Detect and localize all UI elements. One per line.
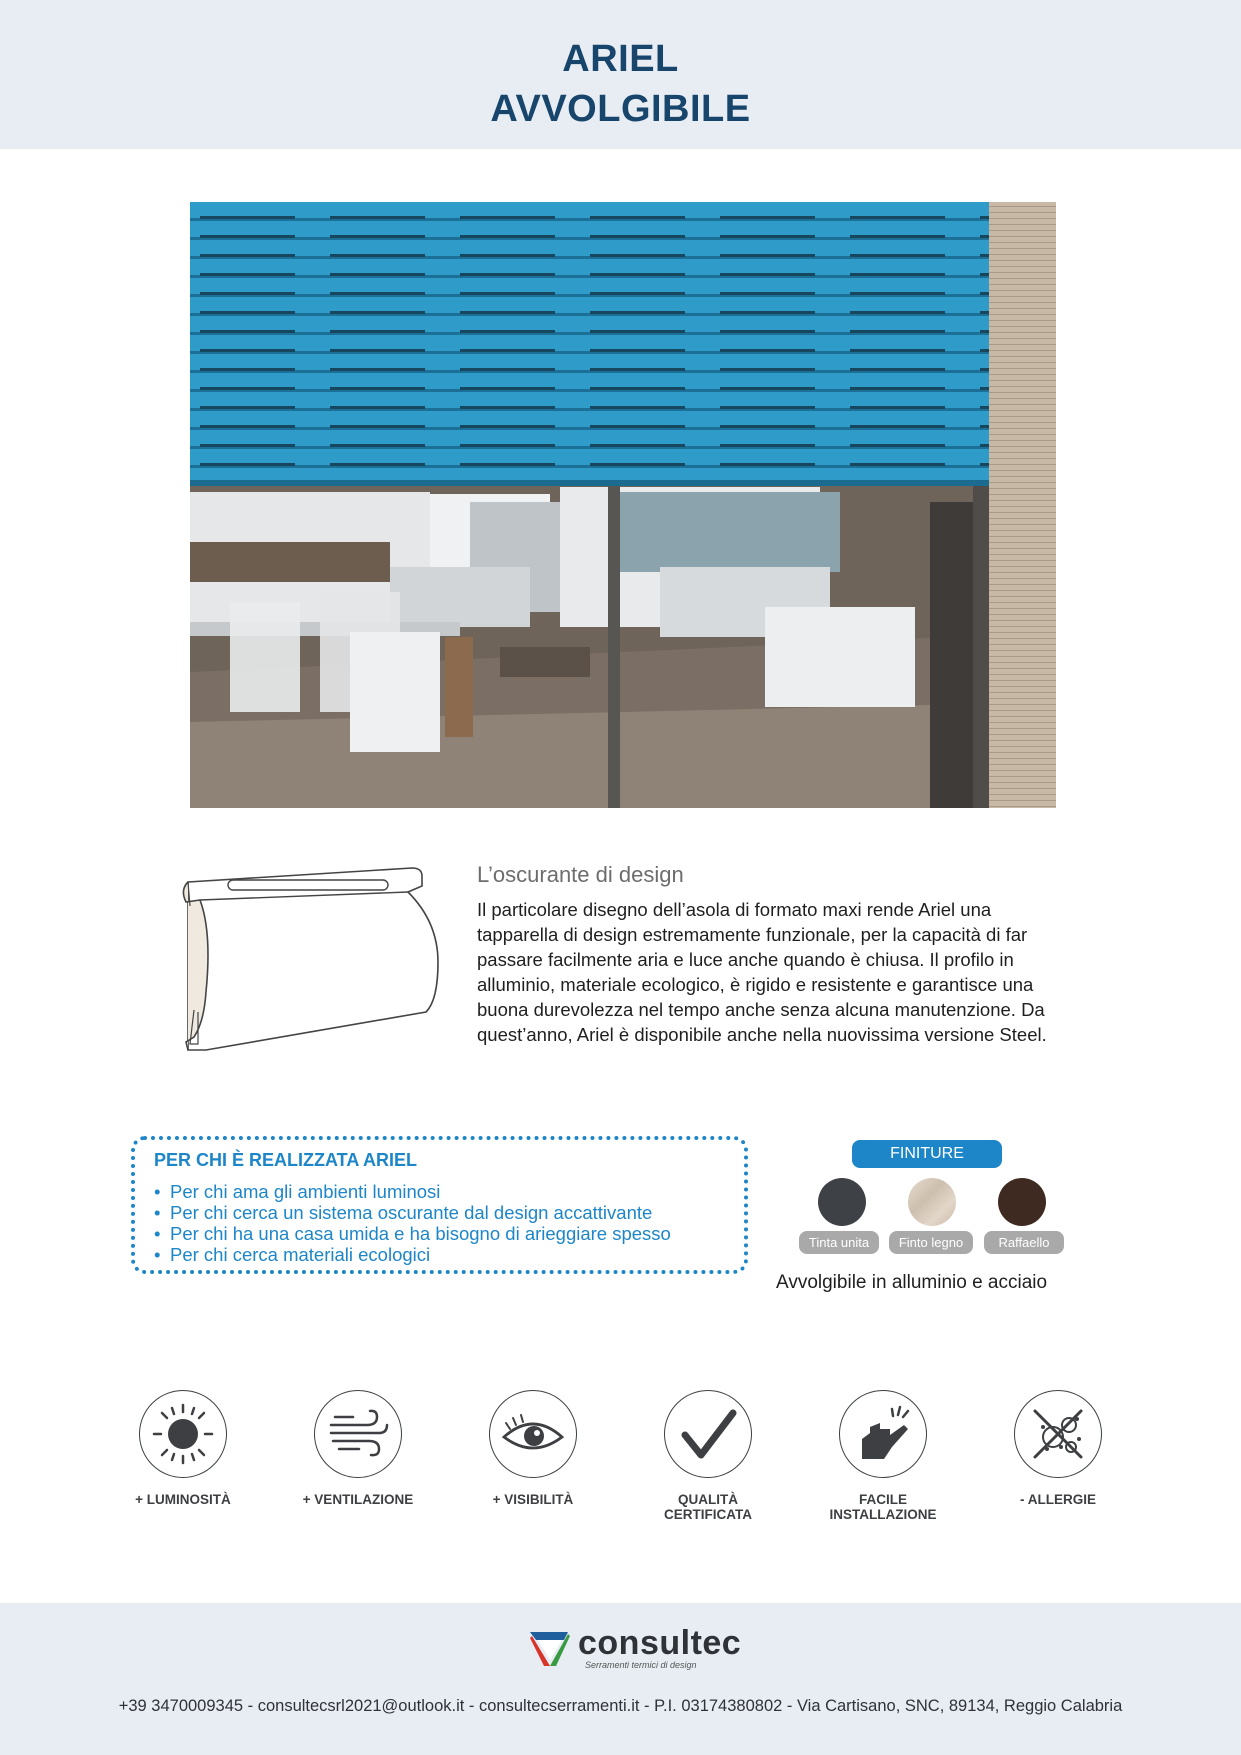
list-item: • Per chi ama gli ambienti luminosi [154, 1181, 441, 1202]
sun-icon [139, 1390, 227, 1478]
header-band [0, 0, 1241, 149]
swatch-label-finto-legno: Finto legno [889, 1231, 973, 1254]
feature-luminosita [95, 1390, 271, 1507]
description-text: Il particolare disegno dell’asola di formato maxi rende Ariel una tapparella di design estremamente funzionale, per la capacità di far passare facilmente aria e luce anche quando è chiusa. Il profilo in alluminio, materiale ecologico, è rigido e resistente e garantisce una buona durevolezza nel tempo anche senza alcuna manutenzione. Da quest’anno, Ariel è disponibile anche nella nuovissima versione Steel. [477, 899, 1047, 1045]
bullet-icon: • [154, 1181, 161, 1202]
list-item: • Per chi ha una casa umida e ha bisogno di arieggiare spesso [154, 1223, 671, 1244]
brand-name: consultec [578, 1624, 742, 1662]
feature-facile-installazione [795, 1390, 971, 1522]
finishes-badge: FINITURE [852, 1140, 1002, 1168]
list-item: • Per chi cerca materiali ecologici [154, 1244, 431, 1265]
slat-profile-drawing [176, 862, 446, 1062]
target-audience-title: PER CHI È REALIZZATA ARIEL [154, 1150, 417, 1170]
bullet-icon: • [154, 1223, 161, 1244]
feature-allergie [970, 1390, 1146, 1507]
pointing-hand-icon [839, 1390, 927, 1478]
finishes-caption: Avvolgibile in alluminio e acciaio [776, 1272, 1048, 1293]
feature-visibilita [445, 1390, 621, 1507]
page-title-line1: ARIEL [562, 38, 679, 80]
no-allergens-icon [1014, 1390, 1102, 1478]
brand-tagline: Serramenti termici di design [585, 1660, 697, 1670]
feature-label: + LUMINOSITÀ [135, 1492, 231, 1507]
target-audience-list [154, 1181, 671, 1265]
eye-icon [489, 1390, 577, 1478]
wind-icon [314, 1390, 402, 1478]
swatch-label-raffaello: Raffaello [984, 1231, 1064, 1254]
swatch-raffaello [998, 1178, 1046, 1226]
target-audience-box [131, 1136, 748, 1274]
product-photo [190, 202, 1056, 808]
contact-info: +39 3470009345 - consultecsrl2021@outlook.it - consultecserramenti.it - P.I. 03174380802 - Via Cartisano, SNC, 89134, Reggio Calabria [118, 1697, 1123, 1715]
swatch-tinta-unita [818, 1178, 866, 1226]
feature-label: QUALITÀ CERTIFICATA [664, 1492, 752, 1522]
bullet-icon: • [154, 1202, 161, 1223]
description-heading: L’oscurante di design [477, 862, 684, 887]
consultec-logo-icon [528, 1626, 572, 1670]
list-item: • Per chi cerca un sistema oscurante dal design accattivante [154, 1202, 653, 1223]
feature-label: + VENTILAZIONE [302, 1492, 414, 1507]
feature-label: + VISIBILITÀ [492, 1492, 574, 1507]
feature-qualita-certificata [620, 1390, 796, 1522]
swatch-finto-legno [908, 1178, 956, 1226]
bullet-icon: • [154, 1244, 161, 1265]
page-title-line2: AVVOLGIBILE [490, 88, 751, 130]
feature-label: FACILE INSTALLAZIONE [829, 1492, 937, 1522]
checkmark-icon [664, 1390, 752, 1478]
feature-ventilazione [270, 1390, 446, 1507]
swatch-label-tinta-unita: Tinta unita [799, 1231, 879, 1254]
feature-label: - ALLERGIE [1020, 1492, 1096, 1507]
